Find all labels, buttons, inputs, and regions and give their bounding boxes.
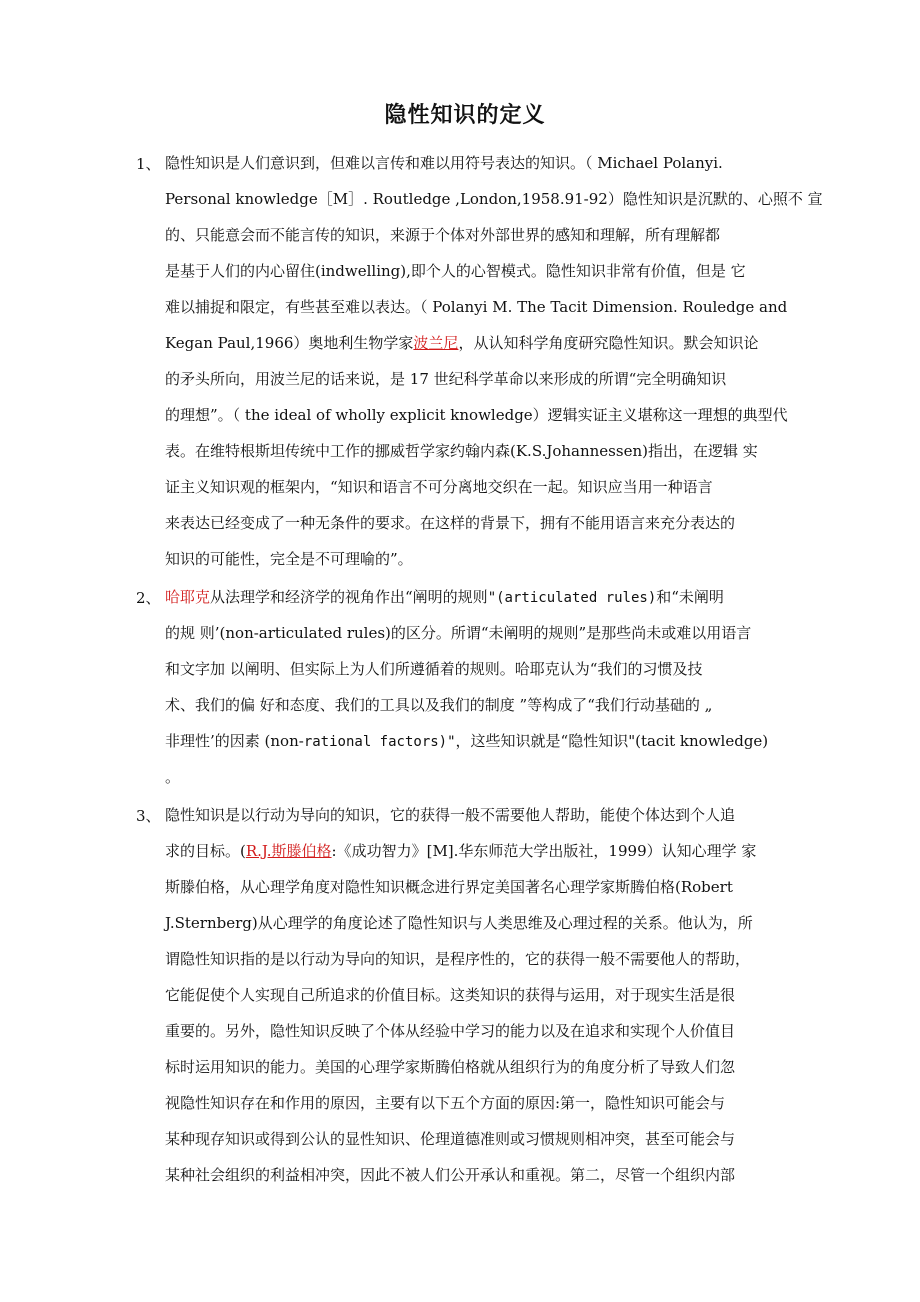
- text-span: 求的目标。(: [165, 842, 246, 860]
- paragraph-line: 知识的可能性，完全是不可理喻的”。: [165, 550, 413, 568]
- paragraph-line: 的矛头所向，用波兰尼的话来说，是 17 世纪科学革命以来形成的所谓“完全明确知识: [165, 370, 727, 388]
- paragraph-line: 证主义知识观的框架内，“知识和语言不可分离地交织在一起。知识应当用一种语言: [165, 478, 713, 496]
- text-span: :《成功智力》[M].华东师范大学出版社，1999）认知心理学 家: [331, 842, 757, 860]
- paragraph-line: 表。在维特根斯坦传统中工作的挪威哲学家约翰内森(K.S.Johannessen)指出，在逻辑 实: [165, 442, 758, 460]
- paragraph-line: [165, 731, 805, 752]
- paragraph-line: 重要的。另外，隐性知识反映了个体从经验中学习的能力以及在追求和实现个人价值目: [165, 1022, 736, 1040]
- paragraph-line: 谓隐性知识指的是以行动为导向的知识，是程序性的，它的获得一般不需要他人的帮助，: [165, 950, 751, 968]
- paragraph-line: 。: [165, 768, 181, 786]
- paragraph-line: [165, 841, 805, 861]
- text-span: rational factors)": [303, 734, 456, 750]
- paragraph-line: [165, 333, 805, 353]
- text-span: 非理性’的因素 (non-: [165, 732, 304, 750]
- text-span: Kegan Paul,1966）奥地利生物学家: [165, 334, 414, 352]
- paragraph-line: 某种现存知识或得到公认的显性知识、伦理道德准则或习惯规则相冲突，甚至可能会与: [165, 1130, 736, 1148]
- paragraph-line: J.Sternberg)从心理学的角度论述了隐性知识与人类思维及心理过程的关系。他认为，所: [165, 914, 753, 932]
- paragraph-line: 隐性知识是人们意识到，但难以言传和难以用符号表达的知识。（ Michael Polanyi.: [165, 154, 723, 172]
- paragraph-line: 隐性知识是以行动为导向的知识，它的获得一般不需要他人帮助，能使个体达到个人追: [165, 806, 736, 824]
- polanyi-link[interactable]: 波兰尼: [413, 334, 459, 352]
- paragraph-line: 来表达已经变成了一种无条件的要求。在这样的背景下，拥有不能用语言来充分表达的: [165, 514, 736, 532]
- sternberg-link[interactable]: R.J.斯滕伯格: [245, 842, 332, 860]
- text-span: 从法理学和经济学的视角作出“阐明的规则: [210, 588, 488, 606]
- paragraph-line: 的理想”。（ the ideal of wholly explicit knowledge）逻辑实证主义堪称这一理想的典型代: [165, 406, 788, 424]
- section-number: 2、: [136, 589, 161, 607]
- paragraph-line: 难以捕捉和限定，有些甚至难以表达。（ Polanyi M. The Tacit Dimension. Rouledge and: [165, 298, 788, 316]
- text-span: "(articulated rules): [487, 590, 657, 606]
- text-span: ，这些知识就是“隐性知识"(tacit knowledge): [455, 732, 769, 750]
- text-span: 和“未阐明: [656, 588, 724, 606]
- paragraph-line: 视隐性知识存在和作用的原因，主要有以下五个方面的原因:第一，隐性知识可能会与: [165, 1094, 726, 1112]
- page-title: 隐性知识的定义: [384, 103, 546, 128]
- paragraph-line: 术、我们的偏 好和态度、我们的工具以及我们的制度 ”等构成了“我们行动基础的 „: [165, 696, 713, 714]
- paragraph-line: 的、只能意会而不能言传的知识，来源于个体对外部世界的感知和理解，所有理解都: [165, 226, 721, 244]
- section-number: 3、: [136, 807, 161, 825]
- paragraph-line: 它能促使个人实现自己所追求的价值目标。这类知识的获得与运用，对于现实生活是很: [165, 986, 736, 1004]
- hayek-name: 哈耶克: [165, 588, 211, 606]
- paragraph-line: [165, 587, 805, 608]
- paragraph-line: 的规 则’(non-articulated rules)的区分。所谓“未阐明的规则”是那些尚未或难以用语言: [165, 624, 752, 642]
- section-number: 1、: [136, 155, 161, 173]
- text-span: ，从认知科学角度研究隐性知识。默会知识论: [458, 334, 759, 352]
- paragraph-line: 斯滕伯格，从心理学角度对隐性知识概念进行界定美国著名心理学家斯腾伯格(Robert: [165, 878, 733, 896]
- paragraph-line: 某种社会组织的利益相冲突，因此不被人们公开承认和重视。第二，尽管一个组织内部: [165, 1166, 736, 1184]
- paragraph-line: 标时运用知识的能力。美国的心理学家斯腾伯格就从组织行为的角度分析了导致人们忽: [165, 1058, 736, 1076]
- paragraph-line: Personal knowledge［M］. Routledge ,London,1958.91-92）隐性知识是沉默的、心照不 宣: [165, 190, 823, 208]
- paragraph-line: 和文字加 以阐明、但实际上为人们所遵循着的规则。哈耶克认为“我们的习惯及技: [165, 660, 703, 678]
- paragraph-line: 是基于人们的内心留住(indwelling),即个人的心智模式。隐性知识非常有价值，但是 它: [165, 262, 746, 280]
